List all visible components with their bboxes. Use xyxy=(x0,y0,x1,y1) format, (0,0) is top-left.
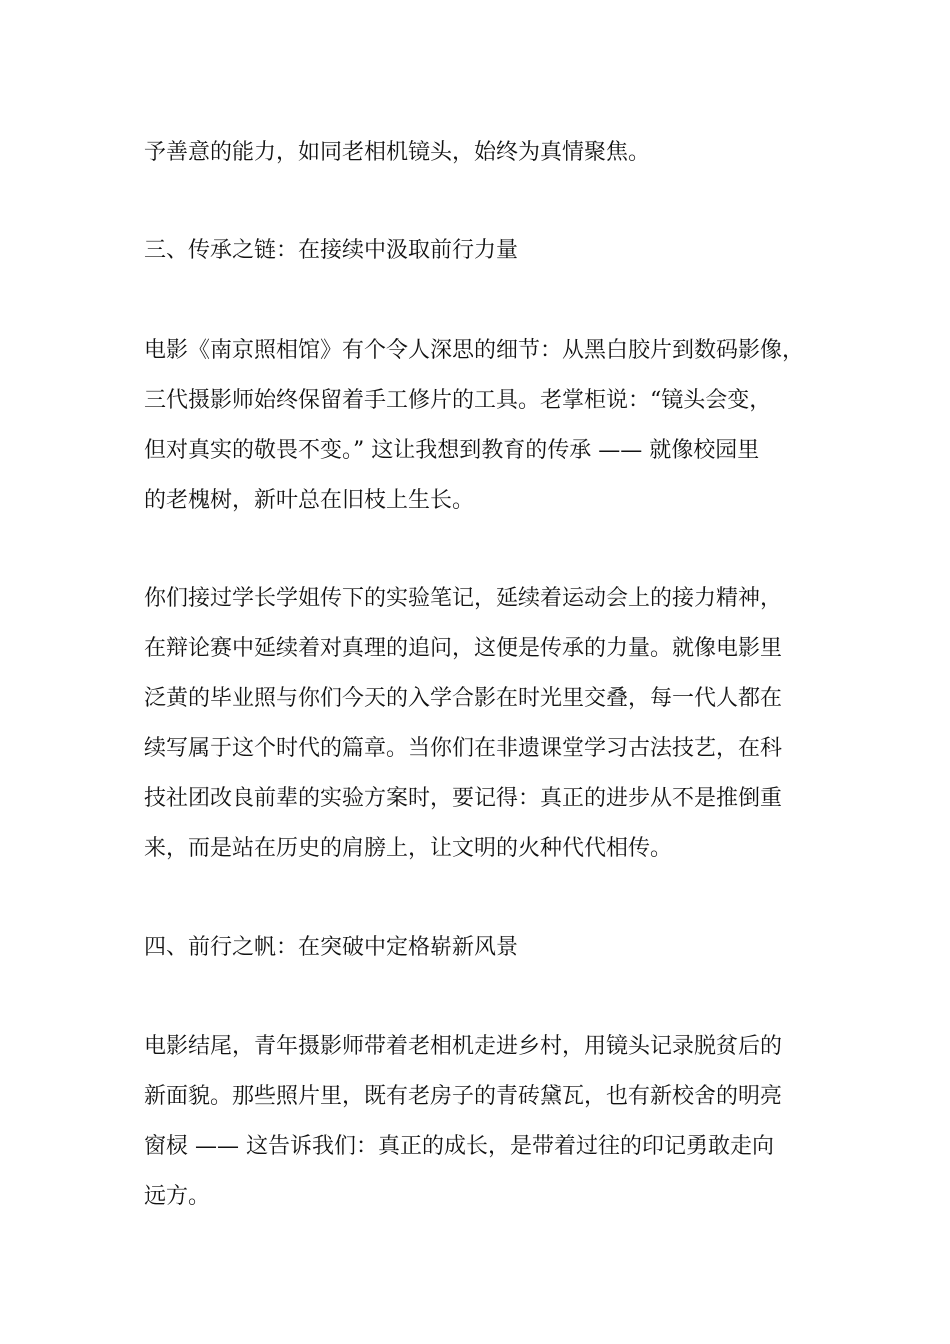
section-heading-4 xyxy=(144,923,814,973)
paragraph-inheritance xyxy=(144,574,814,874)
paragraph-line: 的老槐树，新叶总在旧枝上生长。 xyxy=(144,488,475,513)
section-heading-3 xyxy=(144,226,814,276)
heading-text: 三、传承之链：在接续中汲取前行力量 xyxy=(144,238,519,263)
paragraph-film-ending xyxy=(144,1022,814,1222)
paragraph-line: 技社团改良前辈的实验方案时，要记得：真正的进步从不是推倒重 xyxy=(144,786,783,811)
paragraph-film-detail xyxy=(144,326,814,526)
paragraph-line: 电影结尾，青年摄影师带着老相机走进乡村，用镜头记录脱贫后的 xyxy=(144,1034,783,1059)
paragraph-continuation xyxy=(144,128,814,178)
paragraph-line: 窗棂 —— 这告诉我们：真正的成长，是带着过往的印记勇敢走向 xyxy=(144,1134,774,1159)
paragraph-line: 新面貌。那些照片里，既有老房子的青砖黛瓦，也有新校舍的明亮 xyxy=(144,1084,783,1109)
paragraph-line: 电影《南京照相馆》有个令人深思的细节：从黑白胶片到数码影像， xyxy=(144,338,805,363)
paragraph-line: 三代摄影师始终保留着手工修片的工具。老掌柜说：“镜头会变， xyxy=(144,388,772,413)
paragraph-line: 远方。 xyxy=(144,1184,211,1209)
heading-text: 四、前行之帆：在突破中定格崭新风景 xyxy=(144,935,519,960)
paragraph-line: 泛黄的毕业照与你们今天的入学合影在时光里交叠，每一代人都在 xyxy=(144,686,783,711)
paragraph-line: 你们接过学长学姐传下的实验笔记，延续着运动会上的接力精神， xyxy=(144,586,783,611)
paragraph-line: 续写属于这个时代的篇章。当你们在非遗课堂学习古法技艺，在科 xyxy=(144,736,783,761)
paragraph-line: 在辩论赛中延续着对真理的追问，这便是传承的力量。就像电影里 xyxy=(144,636,783,661)
paragraph-line: 来，而是站在历史的肩膀上，让文明的火种代代相传。 xyxy=(144,836,673,861)
paragraph-line: 但对真实的敬畏不变。” 这让我想到教育的传承 —— 就像校园里 xyxy=(144,438,760,463)
paragraph-line: 予善意的能力，如同老相机镜头，始终为真情聚焦。 xyxy=(144,140,651,165)
